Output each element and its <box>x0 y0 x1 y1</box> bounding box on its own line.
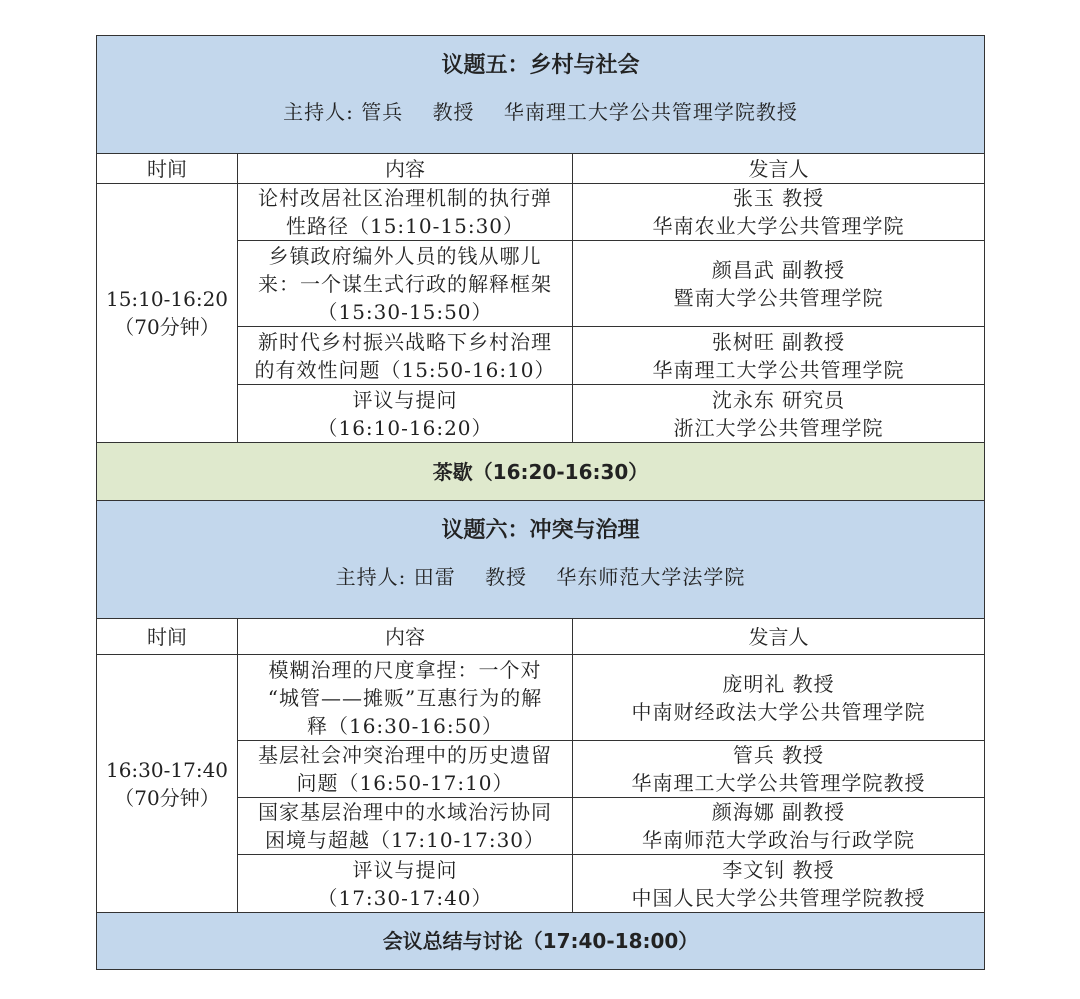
content-line: 新时代乡村振兴战略下乡村治理 <box>258 329 552 354</box>
content-line: 评议与提问 <box>352 387 458 412</box>
content-line: （15:30-15:50） <box>317 299 493 324</box>
session-title: 议题六：冲突与治理 <box>441 518 640 543</box>
speaker-name: 庞明礼 教授 <box>722 671 835 696</box>
tea-break: 茶歇（16:20-16:30） <box>97 443 985 501</box>
speaker-org: 中南财经政法大学公共管理学院 <box>631 699 926 724</box>
content-line: 释（16:30-16:50） <box>306 713 504 738</box>
host-label: 主持人: <box>335 565 407 589</box>
speaker-org: 暨南大学公共管理学院 <box>673 285 884 310</box>
col-header-speaker: 发言人 <box>573 154 985 184</box>
content-line: 问题（16:50-17:10） <box>296 771 514 795</box>
talk-speaker <box>573 327 985 385</box>
host-name: 田雷 <box>413 565 456 589</box>
col-header-speaker: 发言人 <box>573 619 985 655</box>
speaker-org: 华南师范大学政治与行政学院 <box>642 828 915 852</box>
speaker-org: 华南理工大学公共管理学院教授 <box>631 771 926 795</box>
speaker-name: 张玉 教授 <box>732 186 825 210</box>
content-line: 基层社会冲突治理中的历史遗留 <box>258 743 552 767</box>
talk-speaker <box>573 855 985 913</box>
column-header-row <box>97 154 985 184</box>
host-org: 华东师范大学法学院 <box>556 565 746 589</box>
talk-content <box>238 855 573 913</box>
content-line: （17:30-17:40） <box>317 885 493 910</box>
session-host <box>97 80 984 126</box>
talk-content <box>238 385 573 443</box>
content-line: 论村改居社区治理机制的执行弹 <box>258 186 552 210</box>
duration: （70分钟） <box>114 315 220 339</box>
talk-content <box>238 184 573 241</box>
agenda-table <box>96 35 985 970</box>
talk-content <box>238 741 573 798</box>
talk-speaker <box>573 184 985 241</box>
talk-speaker <box>573 741 985 798</box>
content-line: 乡镇政府编外人员的钱从哪儿 <box>268 243 542 268</box>
speaker-org: 中国人民大学公共管理学院教授 <box>631 885 926 910</box>
talk-speaker <box>573 655 985 741</box>
talk-content <box>238 327 573 385</box>
col-header-time: 时间 <box>97 619 238 655</box>
time-cell <box>97 655 238 913</box>
speaker-name: 颜昌武 副教授 <box>711 257 846 282</box>
content-line: 评议与提问 <box>352 857 458 882</box>
host-label: 主持人: <box>283 100 354 124</box>
talk-speaker <box>573 241 985 327</box>
session-header-cell <box>97 501 985 619</box>
content-line: 来：一个谋生式行政的解释框架 <box>258 271 552 296</box>
talk-content <box>238 655 573 741</box>
time-range: 16:30-17:40 <box>105 757 229 782</box>
host-title: 教授 <box>432 100 475 124</box>
session-host <box>97 545 984 591</box>
speaker-name: 沈永东 研究员 <box>711 387 846 412</box>
content-line: 困境与超越（17:10-17:30） <box>264 828 546 852</box>
speaker-name: 颜海娜 副教授 <box>711 800 846 824</box>
host-name: 管兵 <box>361 100 404 124</box>
tea-break-row <box>97 443 985 501</box>
col-header-time: 时间 <box>97 154 238 184</box>
session-header-cell <box>97 36 985 154</box>
talk-content <box>238 241 573 327</box>
time-range: 15:10-16:20 <box>105 287 229 311</box>
speaker-org: 华南理工大学公共管理学院 <box>652 357 905 382</box>
table-row <box>97 655 985 741</box>
col-header-content: 内容 <box>238 154 573 184</box>
session-title: 议题五：乡村与社会 <box>441 53 640 78</box>
talk-speaker <box>573 798 985 855</box>
content-line: 的有效性问题（15:50-16:10） <box>254 357 556 382</box>
table-row <box>97 184 985 241</box>
speaker-org: 浙江大学公共管理学院 <box>673 415 884 440</box>
session-header <box>97 36 985 154</box>
talk-content <box>238 798 573 855</box>
col-header-content: 内容 <box>238 619 573 655</box>
closing-row <box>97 913 985 970</box>
content-line: 模糊治理的尺度拿捏：一个对 <box>268 657 542 682</box>
speaker-org: 华南农业大学公共管理学院 <box>652 214 905 238</box>
speaker-name: 李文钊 教授 <box>722 857 835 882</box>
speaker-name: 管兵 教授 <box>732 743 825 767</box>
content-line: 国家基层治理中的水域治污协同 <box>258 800 552 824</box>
host-title: 教授 <box>485 565 528 589</box>
time-cell <box>97 184 238 443</box>
speaker-name: 张树旺 副教授 <box>711 329 846 354</box>
host-org: 华南理工大学公共管理学院教授 <box>503 100 798 124</box>
content-line: （16:10-16:20） <box>317 415 493 440</box>
session-header <box>97 501 985 619</box>
talk-speaker <box>573 385 985 443</box>
duration: （70分钟） <box>114 785 220 810</box>
content-line: “城管——摊贩”互惠行为的解 <box>267 685 543 710</box>
column-header-row <box>97 619 985 655</box>
closing-discussion: 会议总结与讨论（17:40-18:00） <box>97 913 985 970</box>
content-line: 性路径（15:10-15:30） <box>285 214 525 238</box>
